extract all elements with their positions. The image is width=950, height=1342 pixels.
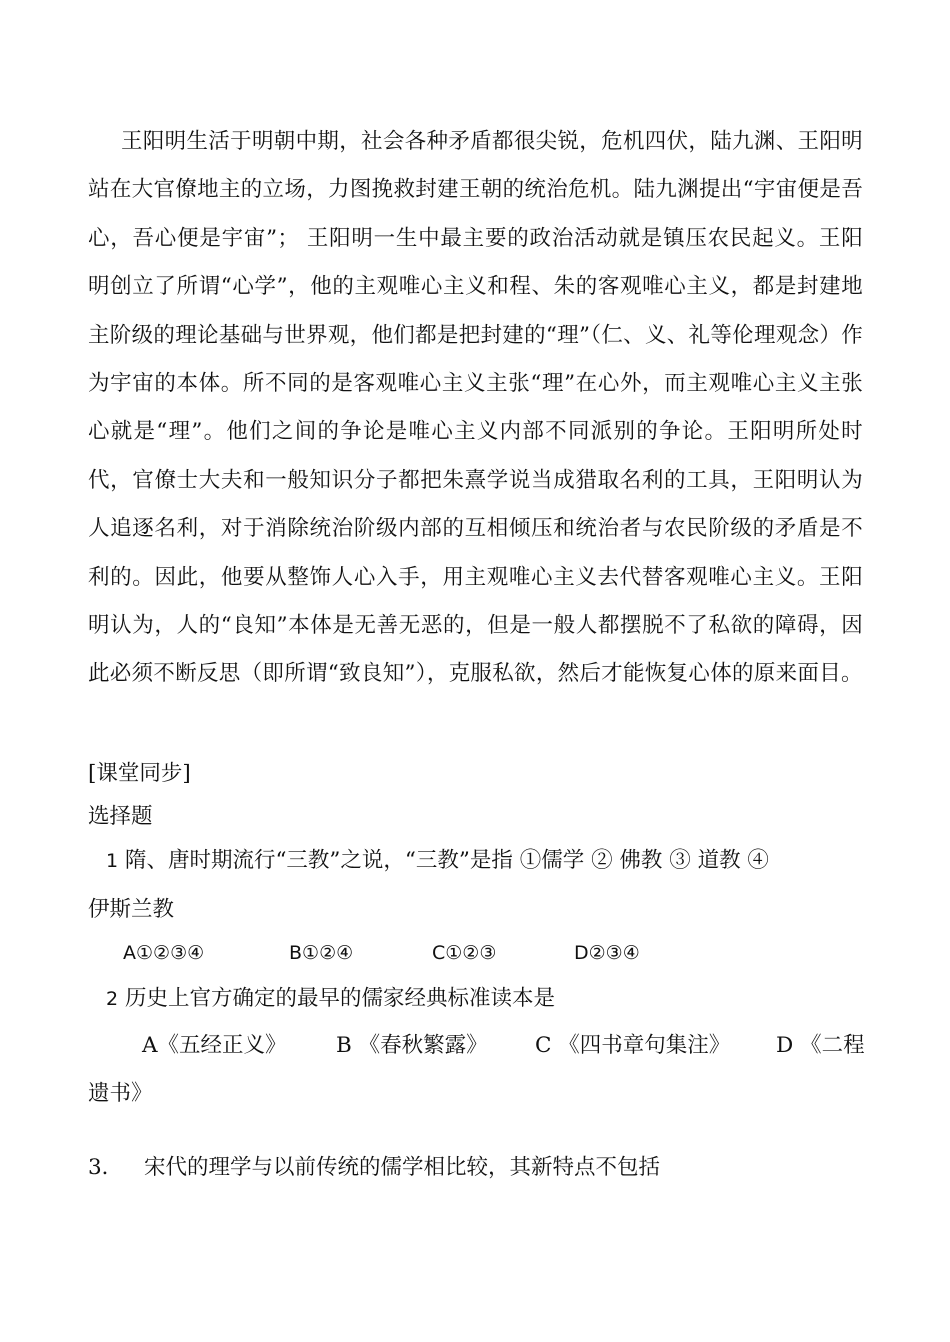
q2-option-a: A《五经正义》 [142, 1033, 287, 1058]
q2-option-d-continuation: 遗书》 [88, 1081, 153, 1106]
q3-stem-line [88, 1153, 660, 1183]
q2-stem-line [106, 984, 555, 1014]
q1-stem-line1 [106, 846, 769, 876]
q1-option-b: B①②④ [289, 942, 354, 964]
q2-option-c: C 《四书章句集注》 [535, 1033, 731, 1058]
q1-option-a: A①②③④ [123, 942, 205, 964]
q3-number: 3． [88, 1155, 124, 1180]
q1-stem-text: 隋、唐时期流行“三教”之说，“三教”是指 ①儒学 ② 佛教 ③ 道教 ④ [124, 848, 769, 873]
q1-stem-line2: 伊斯兰教 [88, 897, 175, 922]
question-type-label: 选择题 [88, 804, 153, 829]
q1-option-d: D②③④ [574, 942, 640, 964]
passage-paragraph: 王阳明生活于明朝中期，社会各种矛盾都很尖锐，危机四伏，陆九渊、王阳明站在大官僚地主的立场，力图挽救封建王朝的统治危机。陆九渊提出“宇宙便是吾心，吾心便是宇宙”； 王阳明一生中最主要的政治活动就是镇压农民起义。王阳明创立了所谓“心学”，他的主观唯心主义和程、朱的客观唯心主义，都是封建地主阶级的理论基础与世界观，他们都是把封建的“理”（仁、义、礼等伦理观念）作为宇宙的本体。所不同的是客观唯心主义主张“理”在心外，而主观唯心主义主张心就是“理”。他们之间的争论是唯心主义内部不同派别的争论。王阳明所处时代，官僚士大夫和一般知识分子都把朱熹学说当成猎取名利的工具，王阳明认为人追逐名利，对于消除统治阶级内部的互相倾压和统治者与农民阶级的矛盾是不利的。因此，他要从整饰人心入手，用主观唯心主义去代替客观唯心主义。王阳明认为，人的“良知”本体是无善无恶的，但是一般人都摆脱不了私欲的障碍，因此必须不断反思（即所谓“致良知”），克服私欲，然后才能恢复心体的原来面目。 [88, 129, 863, 687]
q1-number: 1 [106, 850, 119, 872]
section-label: [课堂同步] [88, 761, 191, 786]
q2-stem-text: 历史上官方确定的最早的儒家经典标准读本是 [124, 986, 555, 1011]
q1-option-c: C①②③ [432, 942, 497, 964]
q2-option-d: D 《二程 [776, 1033, 865, 1058]
q3-stem-text: 宋代的理学与以前传统的儒学相比较，其新特点不包括 [144, 1155, 661, 1180]
q2-option-b: B 《春秋繁露》 [336, 1033, 488, 1058]
q2-number: 2 [106, 988, 119, 1010]
